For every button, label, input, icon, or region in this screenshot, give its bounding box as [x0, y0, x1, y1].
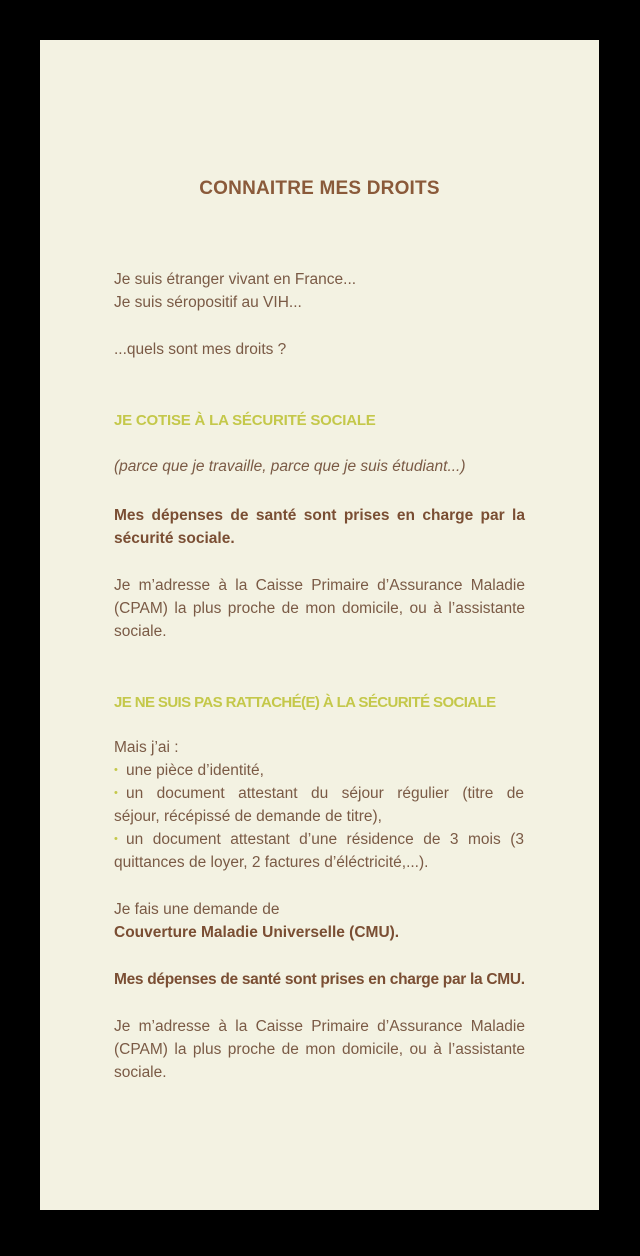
section2-bold-cmu: Mes dépenses de santé sont prises en charge par la CMU. — [114, 971, 525, 988]
section2-item-3-line-2: quittances de loyer, 2 factures d’éléctricité,...). — [114, 854, 429, 871]
section2-request-line-2: Couverture Maladie Universelle (CMU). — [114, 924, 400, 941]
section1-para-line-1: Je m’adresse à la Caisse Primaire d’Assurance Maladie — [114, 577, 525, 594]
bullet-icon: • — [114, 764, 118, 776]
section2-item-2-text-1: un document attestant du séjour régulier (titre de — [126, 785, 524, 802]
section1-para-line-3: sociale. — [114, 623, 167, 640]
section1-heading: JE COTISE À LA SÉCURITÉ SOCIALE — [114, 412, 376, 429]
section1-bold-line-1: Mes dépenses de santé sont prises en charge par la — [114, 507, 525, 524]
section2-item-2 — [114, 782, 525, 806]
section2-para-line-2: (CPAM) la plus proche de mon domicile, ou à l’assistante — [114, 1041, 525, 1058]
section1-para-line-2: (CPAM) la plus proche de mon domicile, ou à l’assistante — [114, 600, 525, 617]
leaflet-page — [40, 40, 599, 1210]
intro-question: ...quels sont mes droits ? — [114, 341, 287, 358]
bullet-icon: • — [114, 787, 118, 799]
bullet-icon: • — [114, 833, 118, 845]
section2-item-1 — [114, 759, 525, 783]
section1-note: (parce que je travaille, parce que je suis étudiant...) — [114, 458, 466, 475]
section2-heading: JE NE SUIS PAS RATTACHÉ(E) À LA SÉCURITÉ SOCIALE — [114, 694, 496, 711]
section2-item-3 — [114, 828, 525, 852]
section2-para-line-1: Je m’adresse à la Caisse Primaire d’Assurance Maladie — [114, 1018, 525, 1035]
section1-bold-line-2: sécurité sociale. — [114, 530, 235, 547]
section2-lead: Mais j’ai : — [114, 739, 179, 756]
section2-para-line-3: sociale. — [114, 1064, 167, 1081]
section2-item-2-line-2: séjour, récépissé de demande de titre), — [114, 808, 382, 825]
intro-line-1: Je suis étranger vivant en France... — [114, 271, 357, 288]
intro-line-2: Je suis séropositif au VIH... — [114, 294, 302, 311]
section2-request-line-1: Je fais une demande de — [114, 901, 280, 918]
section2-item-1-text: une pièce d’identité, — [126, 762, 264, 779]
section2-item-3-text-1: un document attestant d’une résidence de 3 mois (3 — [126, 831, 524, 848]
page-title: CONNAITRE MES DROITS — [199, 178, 440, 199]
